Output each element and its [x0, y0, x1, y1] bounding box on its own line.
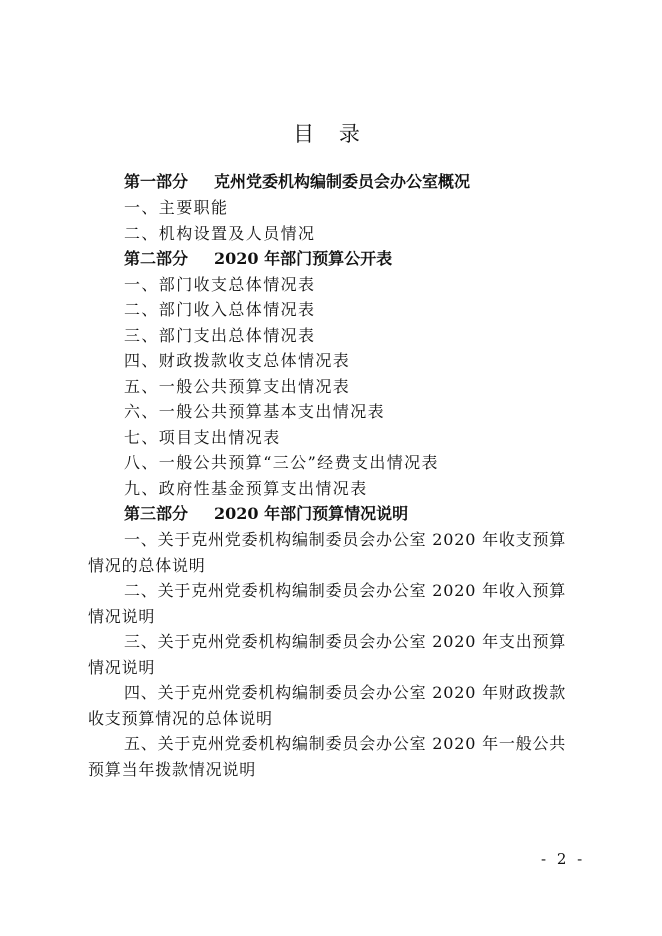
toc-item-line[interactable]: 情况说明 — [88, 658, 156, 677]
toc-item-line[interactable]: 一、关于克州党委机构编制委员会办公室 2020 年收支预算 — [124, 530, 567, 549]
toc-item-line[interactable]: 情况说明 — [88, 607, 156, 626]
toc-title: 目 录 — [293, 122, 369, 146]
section-title: 克州党委机构编制委员会办公室概况 — [214, 172, 471, 191]
toc-item-line[interactable]: 预算当年拨款情况说明 — [88, 760, 257, 779]
toc-item-line[interactable]: 收支预算情况的总体说明 — [88, 709, 273, 728]
toc-item[interactable]: 七、项目支出情况表 — [124, 428, 281, 447]
toc-section-1[interactable] — [124, 172, 470, 192]
toc-item[interactable]: 九、政府性基金预算支出情况表 — [124, 479, 368, 498]
toc-item[interactable]: 一、主要职能 — [124, 198, 229, 217]
toc-item-line[interactable]: 四、关于克州党委机构编制委员会办公室 2020 年财政拨款 — [124, 683, 567, 702]
toc-item[interactable]: 二、机构设置及人员情况 — [124, 224, 316, 243]
section-title: 2020 年部门预算公开表 — [214, 249, 393, 268]
section-label: 第二部分 — [124, 249, 189, 268]
toc-section-2[interactable] — [124, 249, 392, 269]
section-label: 第一部分 — [124, 172, 189, 191]
toc-item[interactable]: 四、财政拨款收支总体情况表 — [124, 351, 351, 370]
toc-section-3[interactable] — [124, 504, 408, 524]
toc-item[interactable]: 一、部门收支总体情况表 — [124, 275, 316, 294]
toc-item[interactable]: 五、一般公共预算支出情况表 — [124, 377, 351, 396]
page-number: - 2 - — [541, 850, 586, 868]
toc-item[interactable]: 六、一般公共预算基本支出情况表 — [124, 402, 386, 421]
toc-item-line[interactable]: 二、关于克州党委机构编制委员会办公室 2020 年收入预算 — [124, 581, 567, 600]
toc-item-line[interactable]: 三、关于克州党委机构编制委员会办公室 2020 年支出预算 — [124, 632, 567, 651]
section-label: 第三部分 — [124, 504, 189, 523]
toc-item[interactable]: 二、部门收入总体情况表 — [124, 300, 316, 319]
toc-item[interactable]: 八、一般公共预算“三公”经费支出情况表 — [124, 453, 439, 472]
toc-item[interactable]: 三、部门支出总体情况表 — [124, 326, 316, 345]
section-title: 2020 年部门预算情况说明 — [214, 504, 409, 523]
toc-item-line[interactable]: 五、关于克州党委机构编制委员会办公室 2020 年一般公共 — [124, 734, 567, 753]
toc-item-line[interactable]: 情况的总体说明 — [88, 556, 206, 575]
